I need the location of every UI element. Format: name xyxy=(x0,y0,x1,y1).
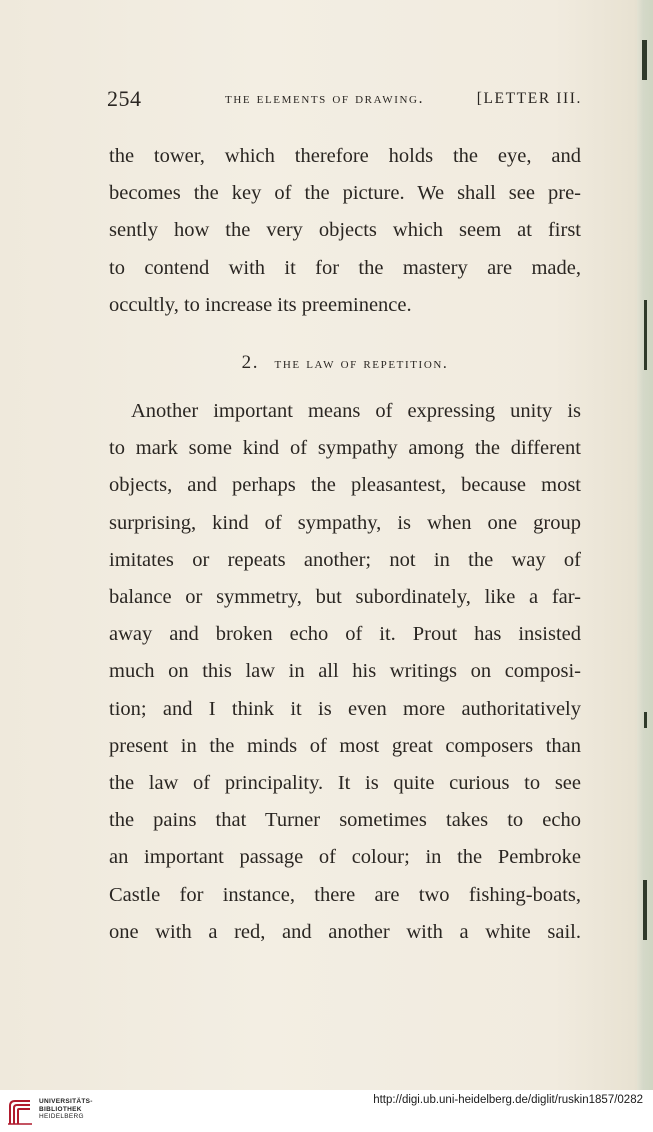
text-line: occultly, to increase its preeminence. xyxy=(109,293,412,316)
text-line: surprising, kind of sympathy, is when one group xyxy=(109,511,581,534)
text-line: one with a red, and another with a white sail. xyxy=(109,920,581,943)
text-line: Another important means of expressing unity is xyxy=(131,400,581,422)
running-letter: [LETTER III. xyxy=(476,90,582,107)
text-line: balance or symmetry, but subordinately, like a far- xyxy=(109,586,581,609)
text-line: an important passage of colour; in the Pembroke xyxy=(109,846,581,869)
source-url-link[interactable]: http://digi.ub.uni-heidelberg.de/diglit/ruskin1857/0282 xyxy=(373,1094,643,1106)
text-line: imitates or repeats another; not in the way of xyxy=(109,548,581,571)
library-name xyxy=(39,1098,93,1121)
section-heading xyxy=(109,352,581,374)
edge-mark xyxy=(644,712,647,728)
library-name-line: UNIVERSITÄTS- xyxy=(39,1098,93,1105)
edge-mark xyxy=(642,40,647,80)
text-line: the tower, which therefore holds the eye, and xyxy=(109,145,581,167)
running-title: the elements of drawing. xyxy=(225,90,425,107)
text-line: tion; and I think it is even more authoritatively xyxy=(109,697,581,720)
edge-mark xyxy=(644,300,647,370)
library-footer xyxy=(0,1090,653,1132)
paragraph-2 xyxy=(109,393,581,951)
page-edge xyxy=(637,0,653,1090)
library-name-line: BIBLIOTHEK xyxy=(39,1105,82,1113)
text-line: away and broken echo of it. Prout has insisted xyxy=(109,623,581,646)
text-line: the law of principality. It is quite curious to see xyxy=(109,772,581,795)
library-name-line: HEIDELBERG xyxy=(39,1113,84,1121)
paragraph-1 xyxy=(109,138,581,324)
text-line: to contend with it for the mastery are made, xyxy=(109,256,581,279)
running-head xyxy=(107,86,582,116)
section-number: 2. xyxy=(241,352,260,373)
text-line: to mark some kind of sympathy among the different xyxy=(109,437,581,460)
text-line: the pains that Turner sometimes takes to echo xyxy=(109,809,581,832)
section-title: the law of repetition. xyxy=(274,355,449,372)
text-line: becomes the key of the picture. We shall see pre- xyxy=(109,182,581,205)
text-line: much on this law in all his writings on composi- xyxy=(109,660,581,683)
page-number: 254 xyxy=(107,86,142,111)
text-line: present in the minds of most great composers than xyxy=(109,734,581,757)
text-line: sently how the very objects which seem at first xyxy=(109,219,581,242)
text-line: objects, and perhaps the pleasantest, because most xyxy=(109,474,581,497)
text-line: Castle for instance, there are two fishing-boats, xyxy=(109,883,581,906)
edge-mark xyxy=(643,880,647,940)
library-logo-icon xyxy=(6,1098,34,1126)
